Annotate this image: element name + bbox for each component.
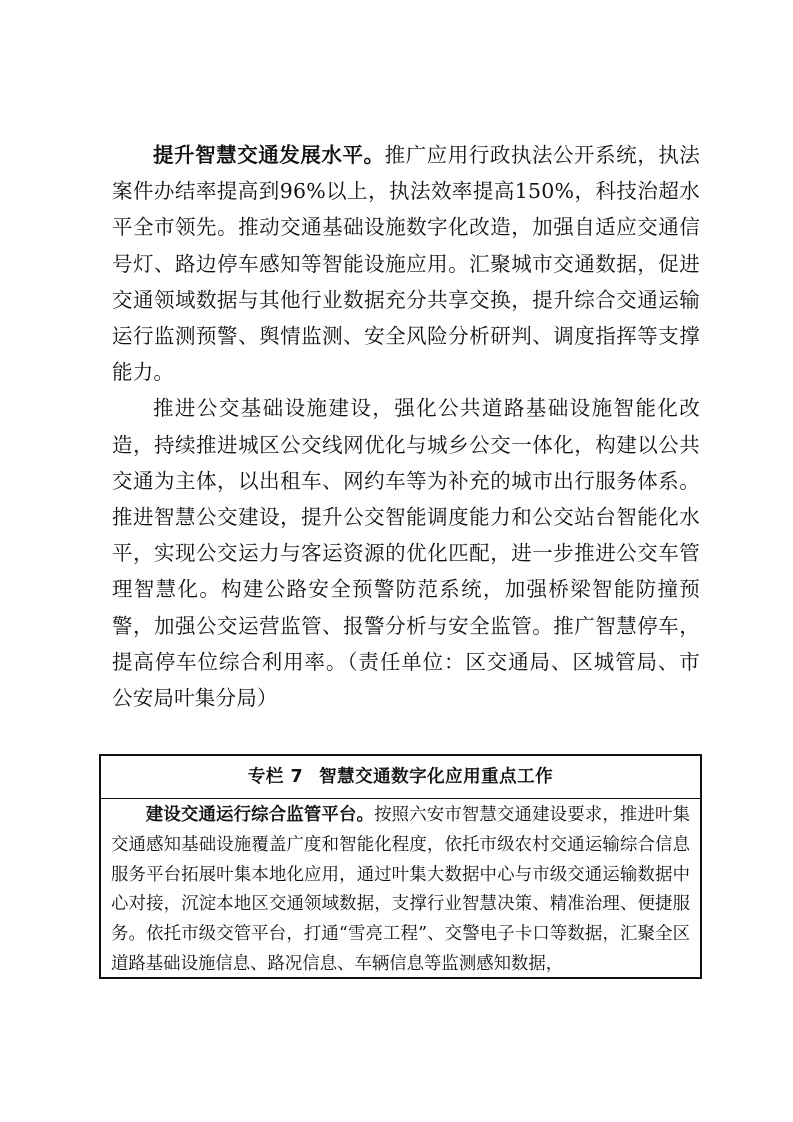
paragraph-text: 推进公交基础设施建设，强化公共道路基础设施智能化改造，持续推进城区公交线网优化与城乡公交一体化，构建以公共交通为主体，以出租车、网约车等为补充的城市出行服务体系。推进智慧公交建设，提升公交智能调度能力和公交站台智能化水平，实现公交运力与客运资源的优化匹配，进一步推进公交车管理智慧化。构建公路安全预警防范系统，加强桥梁智能防撞预警，加强公交运营监管、报警分析与安全监管。推广智慧停车，提高停车位综合利用率。（责任单位：区交通局、区城管局、市公安局叶集分局）: [112, 396, 700, 711]
column-box-label: 专栏 7: [247, 767, 304, 787]
column-box-paragraph: [111, 801, 690, 979]
body-text: [112, 137, 700, 716]
column-box-text: 按照六安市智慧交通建设要求，推进叶集交通感知基础设施覆盖广度和智能化程度，依托市级农村交通运输综合信息服务平台拓展叶集本地化应用，通过叶集大数据中心与市级交通运输数据中心对接，沉淀本地区交通领域数据，支撑行业智慧决策、精准治理、便捷服务。依托市级交管平台，打通“雪亮工程”、交警电子卡口等数据，汇聚全区道路基础设施信息、路况信息、车辆信息等监测感知数据，: [111, 805, 690, 974]
column-box-title: [101, 756, 700, 799]
paragraph-public-transit: [112, 390, 700, 716]
column-box-lead: 建设交通运行综合监管平台。: [145, 805, 375, 825]
paragraph-text: 推广应用行政执法公开系统，执法案件办结率提高到96%以上，执法效率提高150%，科技治超水平全市领先。推动交通基础设施数字化改造，加强自适应交通信号灯、路边停车感知等智能设施应用。汇聚城市交通数据，促进交通领域数据与其他行业数据充分共享交换，提升综合交通运输运行监测预警、舆情监测、安全风险分析研判、调度指挥等支撑能力。: [112, 143, 701, 385]
column-box: [99, 754, 702, 979]
column-box-heading: 智慧交通数字化应用重点工作: [319, 767, 554, 787]
paragraph-smart-traffic: [112, 137, 700, 390]
paragraph-lead: 提升智慧交通发展水平。: [153, 143, 385, 167]
column-box-body: [101, 799, 700, 979]
